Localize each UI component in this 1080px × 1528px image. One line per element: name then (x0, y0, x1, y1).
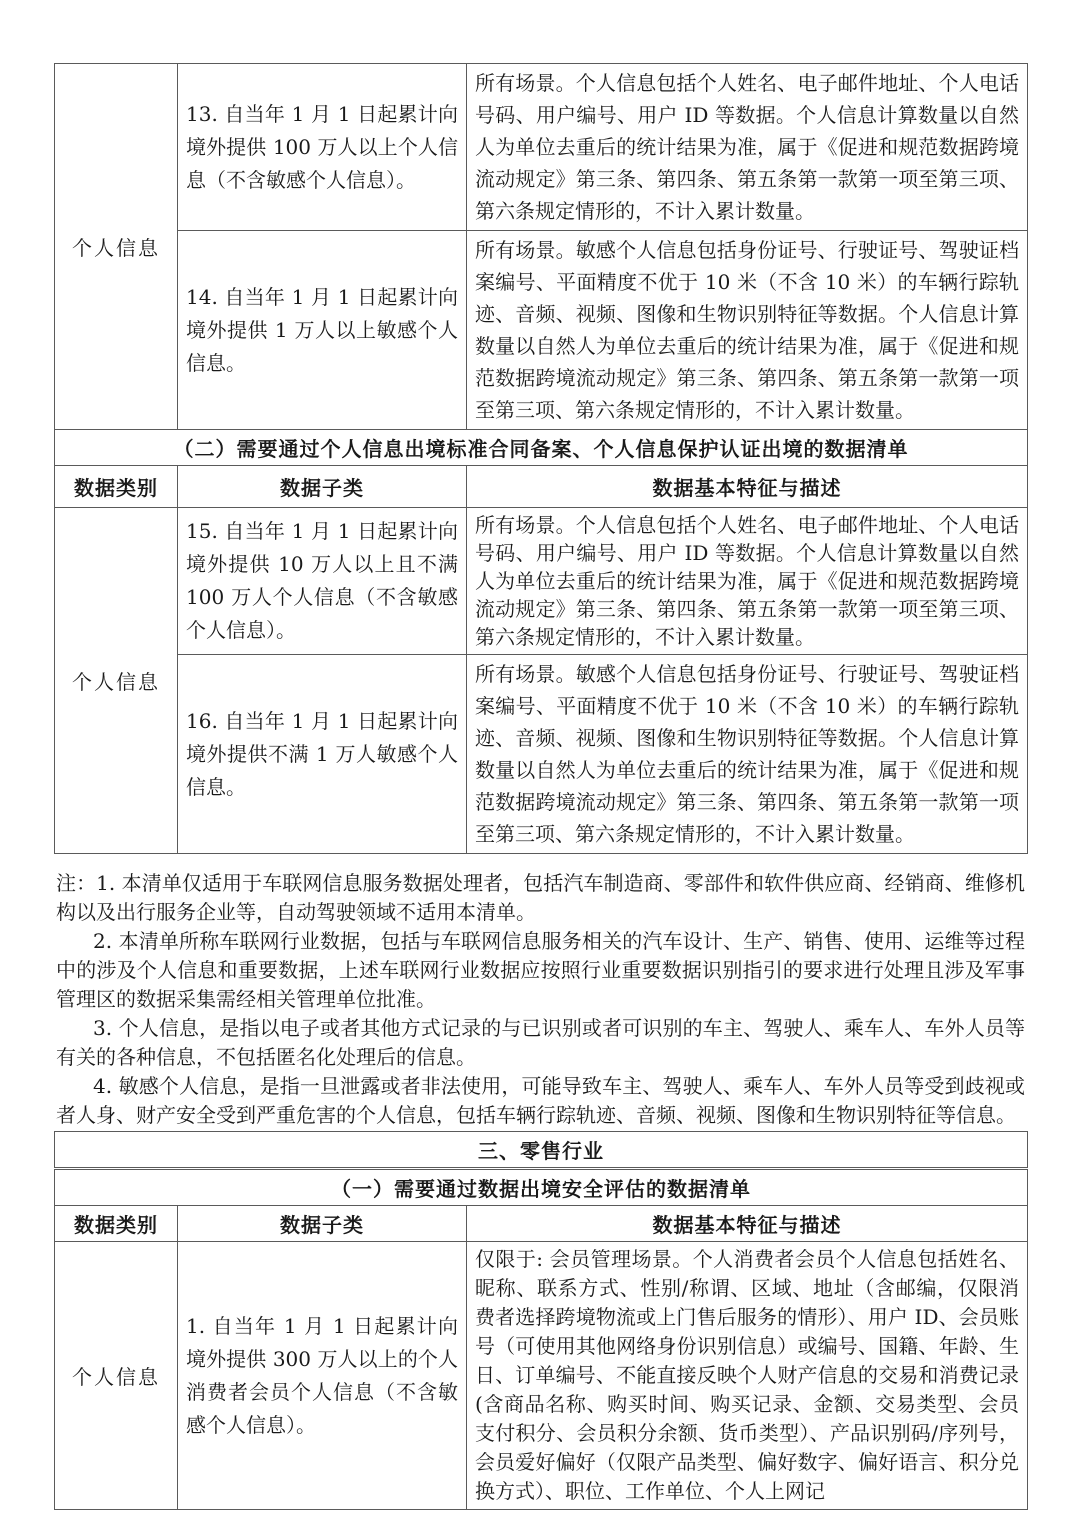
section3-subsection-title: （一）需要通过数据出境安全评估的数据清单 (55, 1169, 1028, 1206)
subcategory-cell: 15. 自当年 1 月 1 日起累计向境外提供 10 万人以上且不满 100 万人个人信息（不含敏感个人信息）。 (178, 508, 467, 655)
category-cell: 个人信息 (55, 64, 178, 430)
table-row (55, 508, 1028, 655)
table-row (55, 64, 1028, 231)
header-row (55, 1206, 1028, 1242)
note-item-2: 2. 本清单所称车联网行业数据，包括与车联网信息服务相关的汽车设计、生产、销售、使用、运维等过程中的涉及个人信息和重要数据，上述车联网行业数据应按照行业重要数据识别指引的要求进行处理且涉及军事管理区的数据采集需经相关管理单位批准。 (56, 929, 1025, 1011)
note-item-3: 3. 个人信息，是指以电子或者其他方式记录的与已识别或者可识别的车主、驾驶人、乘车人、车外人员等有关的各种信息，不包括匿名化处理后的信息。 (56, 1016, 1025, 1069)
table-row (55, 1242, 1028, 1510)
category-cell: 个人信息 (55, 1242, 178, 1510)
column-header-subcategory: 数据子类 (178, 466, 467, 508)
retail-data-table (54, 1131, 1028, 1510)
column-header-category: 数据类别 (55, 466, 178, 508)
column-header-category: 数据类别 (55, 1206, 178, 1242)
section-band-row (55, 1132, 1028, 1169)
section-band-row (55, 1169, 1028, 1206)
description-cell: 所有场景。敏感个人信息包括身份证号、行驶证号、驾驶证档案编号、平面精度不优于 10 米（不含 10 米）的车辆行踪轨迹、音频、视频、图像和生物识别特征等数据。个人信息计算数量以自然人为单位去重后的统计结果为准，属于《促进和规范数据跨境流动规定》第三条、第四条、第五条第一款第一项至第三项、第六条规定情形的，不计入累计数量。 (467, 655, 1028, 854)
subcategory-cell: 16. 自当年 1 月 1 日起累计向境外提供不满 1 万人敏感个人信息。 (178, 655, 467, 854)
section-band-row (55, 430, 1028, 466)
vehicle-network-data-table (54, 63, 1028, 854)
description-cell: 所有场景。个人信息包括个人姓名、电子邮件地址、个人电话号码、用户编号、用户 ID 等数据。个人信息计算数量以自然人为单位去重后的统计结果为准，属于《促进和规范数据跨境流动规定》第三条、第四条、第五条第一款第一项至第三项、第六条规定情形的，不计入累计数量。 (467, 508, 1028, 655)
section2-title: （二）需要通过个人信息出境标准合同备案、个人信息保护认证出境的数据清单 (55, 430, 1028, 466)
column-header-description: 数据基本特征与描述 (467, 1206, 1028, 1242)
subcategory-cell: 1. 自当年 1 月 1 日起累计向境外提供 300 万人以上的个人消费者会员个人信息（不含敏感个人信息）。 (178, 1242, 467, 1510)
description-cell: 仅限于: 会员管理场景。个人消费者会员个人信息包括姓名、昵称、联系方式、性别/称谓、区域、地址（含邮编，仅限消费者选择跨境物流或上门售后服务的情形）、用户 ID、会员账号（可使用其他网络身份识别信息）或编号、国籍、年龄、生日、订单编号、不能直接反映个人财产信息的交易和消费记录(含商品名称、购买时间、购买记录、金额、交易类型、会员支付积分、会员积分余额、货币类型）、产品识别码/序列号，会员爱好偏好（仅限产品类型、偏好数字、偏好语言、积分兑换方式）、职位、工作单位、个人上网记 (467, 1242, 1028, 1510)
table-row (55, 231, 1028, 430)
section3-title: 三、零售行业 (55, 1132, 1028, 1169)
subcategory-cell: 13. 自当年 1 月 1 日起累计向境外提供 100 万人以上个人信息（不含敏感个人信息）。 (178, 64, 467, 231)
table-row (55, 655, 1028, 854)
description-cell: 所有场景。敏感个人信息包括身份证号、行驶证号、驾驶证档案编号、平面精度不优于 10 米（不含 10 米）的车辆行踪轨迹、音频、视频、图像和生物识别特征等数据。个人信息计算数量以自然人为单位去重后的统计结果为准，属于《促进和规范数据跨境流动规定》第三条、第四条、第五条第一款第一项至第三项、第六条规定情形的，不计入累计数量。 (467, 231, 1028, 430)
description-cell: 所有场景。个人信息包括个人姓名、电子邮件地址、个人电话号码、用户编号、用户 ID 等数据。个人信息计算数量以自然人为单位去重后的统计结果为准，属于《促进和规范数据跨境流动规定》第三条、第四条、第五条第一款第一项至第三项、第六条规定情形的，不计入累计数量。 (467, 64, 1028, 231)
column-header-subcategory: 数据子类 (178, 1206, 467, 1242)
category-cell: 个人信息 (55, 508, 178, 854)
notes-block (54, 854, 1027, 1131)
column-header-description: 数据基本特征与描述 (467, 466, 1028, 508)
note-item-4: 4. 敏感个人信息，是指一旦泄露或者非法使用，可能导致车主、驾驶人、乘车人、车外人员等受到歧视或者人身、财产安全受到严重危害的个人信息，包括车辆行踪轨迹、音频、视频、图像和生物识别特征等信息。 (56, 1074, 1025, 1127)
subcategory-cell: 14. 自当年 1 月 1 日起累计向境外提供 1 万人以上敏感个人信息。 (178, 231, 467, 430)
note-item-1: 注：1. 本清单仅适用于车联网信息服务数据处理者，包括汽车制造商、零部件和软件供应商、经销商、维修机构以及出行服务企业等，自动驾驶领域不适用本清单。 (56, 871, 1025, 924)
header-row (55, 466, 1028, 508)
document-content (54, 63, 1027, 1510)
